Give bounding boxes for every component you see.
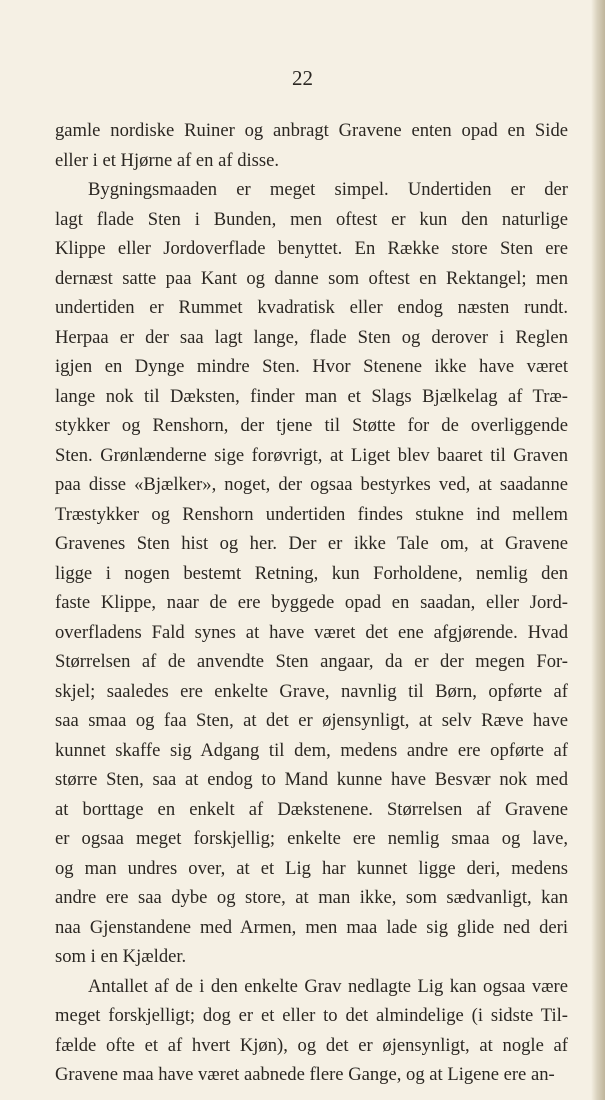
text-line: lange nok til Dæksten, finder man et Slags Bjælkelag af Træ- bbox=[55, 385, 568, 407]
text-line: faste Klippe, naar de ere byggede opad en saadan, eller Jord- bbox=[55, 592, 568, 613]
body-text bbox=[55, 116, 568, 1090]
text-line: Træstykker og Renshorn undertiden findes stukne ind mellem bbox=[55, 503, 568, 525]
page-number: 22 bbox=[292, 66, 313, 90]
text-line: gamle nordiske Ruiner og anbragt Gravene enten opad en Side bbox=[55, 120, 568, 141]
text-line: meget forskjelligt; dog er et eller to det almindelige (i sidste Til- bbox=[55, 1005, 568, 1026]
text-line: større Sten, saa at endog to Mand kunne have Besvær nok med bbox=[55, 769, 568, 790]
text-line: kunnet skaffe sig Adgang til dem, medens andre ere opførte af bbox=[55, 739, 568, 761]
text-line: lagt flade Sten i Bunden, men oftest er kun den naturlige bbox=[55, 208, 568, 230]
text-line: fælde ofte et af hvert Kjøn), og det er øjensynligt, at nogle af bbox=[55, 1034, 568, 1056]
text-line: andre ere saa dybe og store, at man ikke, som sædvanligt, kan bbox=[55, 887, 568, 908]
text-line: dernæst satte paa Kant og danne som oftest en Rektangel; men bbox=[55, 267, 568, 289]
text-line: skjel; saaledes ere enkelte Grave, navnlig til Børn, opførte af bbox=[55, 680, 568, 702]
text-line: Herpaa er der saa lagt lange, flade Sten og derover i Reglen bbox=[55, 326, 568, 348]
text-line: Antallet af de i den enkelte Grav nedlagte Lig kan ogsaa være bbox=[88, 975, 568, 997]
text-line: og man undres over, at et Lig har kunnet ligge deri, medens bbox=[55, 857, 568, 879]
text-line: stykker og Renshorn, der tjene til Støtte for de overliggende bbox=[55, 415, 568, 436]
text-line: er ogsaa meget forskjellig; enkelte ere nemlig smaa og lave, bbox=[55, 828, 568, 849]
text-line: Størrelsen af de anvendte Sten angaar, da er der megen For- bbox=[55, 651, 568, 672]
text-line: at borttage en enkelt af Dækstenene. Størrelsen af Gravene bbox=[55, 798, 568, 820]
text-line: ligge i nogen bestemt Retning, kun Forholdene, nemlig den bbox=[55, 562, 568, 584]
text-line: overfladens Fald synes at have været det ene afgjørende. Hvad bbox=[55, 621, 568, 643]
page-edge-shadow bbox=[591, 0, 605, 1100]
text-line: eller i et Hjørne af en af disse. bbox=[55, 149, 280, 171]
text-line: Gravene maa have været aabnede flere Gange, og at Ligene ere an- bbox=[55, 1064, 555, 1085]
text-line: naa Gjenstandene med Armen, men maa lade sig glide ned deri bbox=[55, 916, 568, 938]
text-line: undertiden er Rummet kvadratisk eller endog næsten rundt. bbox=[55, 297, 568, 318]
text-line: Gravenes Sten hist og her. Der er ikke Tale om, at Gravene bbox=[55, 533, 568, 554]
text-line: Bygningsmaaden er meget simpel. Undertiden er der bbox=[88, 179, 568, 200]
text-line: paa disse «Bjælker», noget, der ogsaa bestyrkes ved, at saadanne bbox=[55, 474, 568, 495]
text-line: som i en Kjælder. bbox=[55, 946, 187, 967]
text-line: saa smaa og faa Sten, at det er øjensynligt, at selv Ræve have bbox=[55, 710, 568, 731]
text-line: igjen en Dynge mindre Sten. Hvor Stenene ikke have været bbox=[55, 356, 568, 377]
text-line: Klippe eller Jordoverflade benyttet. En Række store Sten ere bbox=[55, 238, 568, 259]
text-line: Sten. Grønlænderne sige forøvrigt, at Liget blev baaret til Graven bbox=[55, 444, 568, 466]
